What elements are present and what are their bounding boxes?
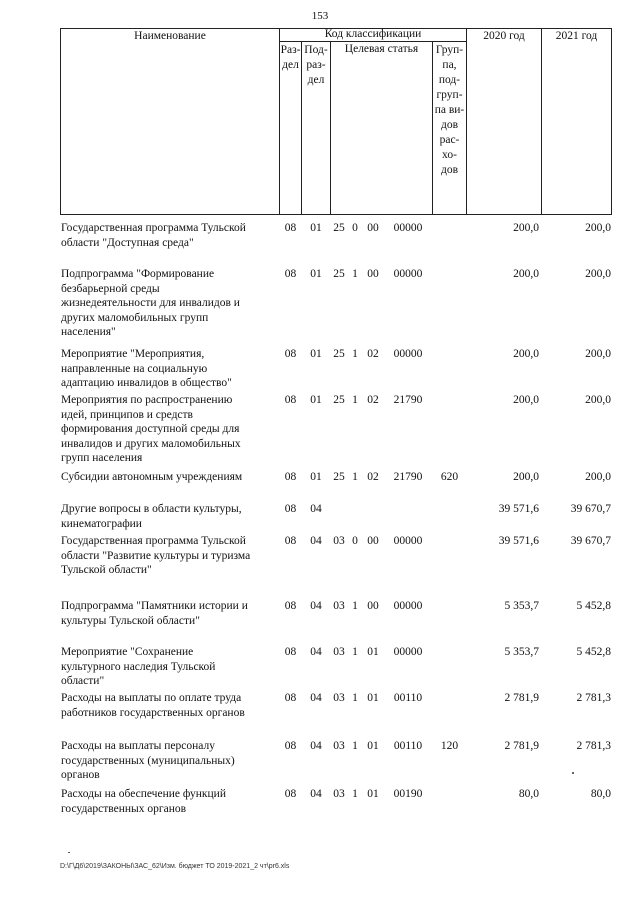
row-name-line: органов: [61, 769, 100, 781]
header-gruppa-line: рас-: [439, 134, 460, 146]
header-gruppa-line: груп-: [436, 89, 463, 101]
row-name: [61, 645, 277, 689]
row-name-line: Расходы на выплаты по оплате труда: [61, 692, 242, 704]
row-name-line: государственных органов: [61, 802, 187, 815]
row-name-line: населения": [61, 326, 116, 338]
header-gruppa-line: под-: [438, 74, 461, 86]
header-razdel-line: дел: [282, 59, 299, 71]
row-name-line: направленные на социальную: [61, 362, 208, 375]
program-code-cell: 03: [333, 740, 345, 752]
subprogram-code-cell: 1: [352, 268, 358, 280]
measure-code-cell: 02: [367, 394, 379, 406]
razdel-cell: 08: [284, 348, 297, 360]
direction-code-cell: 21790: [393, 471, 423, 483]
amount-2020-cell: 200,0: [513, 222, 539, 234]
program-code-cell: 03: [333, 535, 345, 547]
program-code-cell: 25: [333, 268, 345, 280]
amount-2021-cell: 2 781,3: [576, 692, 611, 704]
amount-2021-cell: 200,0: [585, 394, 611, 406]
subprogram-code-cell: 0: [352, 535, 358, 547]
row-name: [61, 502, 277, 531]
row-name-line: культурного наследия Тульской: [61, 660, 216, 673]
header-gruppa-line: дов: [440, 119, 459, 131]
amount-2021-cell: 200,0: [585, 471, 611, 483]
podrazdel-cell: 04: [310, 740, 322, 752]
razdel-cell: 08: [284, 740, 297, 752]
program-code-cell: 25: [333, 471, 345, 483]
row-name-line: Субсидии автономным учреждениям: [61, 471, 243, 483]
direction-code-cell: 00190: [393, 788, 423, 800]
row-name-line: Мероприятие "Мероприятия,: [61, 348, 205, 360]
amount-2021-cell: 39 670,7: [570, 535, 611, 547]
amount-2020-cell: 39 571,6: [498, 503, 539, 515]
measure-code-cell: 01: [367, 646, 379, 658]
amount-2021-cell: 200,0: [585, 222, 611, 234]
measure-code-cell: 00: [367, 268, 379, 280]
podrazdel-cell: 01: [310, 348, 322, 360]
program-code-cell: 03: [333, 646, 345, 658]
amount-2020-cell: 5 353,7: [504, 600, 539, 612]
row-name: [61, 470, 277, 485]
razdel-cell: 08: [284, 222, 297, 234]
measure-code-cell: 01: [367, 692, 379, 704]
row-name-line: государственных (муниципальных): [61, 754, 235, 767]
program-code-cell: 25: [333, 222, 345, 234]
amount-2020-cell: 200,0: [513, 394, 539, 406]
row-name-line: Мероприятие "Сохранение: [61, 646, 194, 658]
header-name: Наименование: [134, 30, 206, 42]
measure-code-cell: 00: [367, 600, 379, 612]
program-code-cell: 03: [333, 692, 345, 704]
row-name: [61, 787, 277, 816]
podrazdel-cell: 01: [310, 471, 322, 483]
subprogram-code-cell: 1: [352, 740, 358, 752]
amount-2021-cell: 80,0: [590, 788, 611, 800]
row-name-line: других маломобильных групп: [61, 311, 209, 324]
subprogram-code-cell: 1: [352, 394, 358, 406]
program-code-cell: 03: [333, 788, 345, 800]
podrazdel-cell: 04: [310, 600, 322, 612]
header-year-2021: 2021 год: [555, 30, 598, 42]
amount-2020-cell: 200,0: [513, 471, 539, 483]
subprogram-code-cell: 0: [352, 222, 358, 234]
row-name-line: работников государственных органов: [61, 706, 245, 719]
amount-2020-cell: 5 353,7: [504, 646, 539, 658]
header-podrazdel: [302, 43, 330, 88]
podrazdel-cell: 04: [310, 646, 322, 658]
measure-code-cell: 00: [367, 222, 379, 234]
subprogram-code-cell: 1: [352, 348, 358, 360]
podrazdel-cell: 01: [310, 268, 322, 280]
row-name: [61, 347, 277, 391]
header-gruppa-line: па ви-: [434, 104, 465, 116]
razdel-cell: 08: [284, 503, 297, 515]
header-razdel: [280, 43, 301, 73]
subprogram-code-cell: 1: [352, 600, 358, 612]
row-name-line: кинематографии: [61, 517, 142, 530]
amount-2020-cell: 39 571,6: [498, 535, 539, 547]
direction-code-cell: 21790: [393, 394, 423, 406]
row-name-line: безбарьерной среды: [61, 282, 160, 295]
podrazdel-cell: 04: [310, 535, 322, 547]
amount-2021-cell: 5 452,8: [576, 646, 611, 658]
row-name-line: области "Доступная среда": [61, 236, 194, 249]
header-podrazdel-line: Под-: [304, 44, 328, 56]
row-name: [61, 739, 277, 783]
measure-code-cell: 00: [367, 535, 379, 547]
measure-code-cell: 01: [367, 740, 379, 752]
podrazdel-cell: 04: [310, 788, 322, 800]
subprogram-code-cell: 1: [352, 471, 358, 483]
row-name: [61, 599, 277, 628]
row-name-line: Мероприятия по распространению: [61, 394, 233, 406]
direction-code-cell: 00000: [393, 646, 423, 658]
razdel-cell: 08: [284, 535, 297, 547]
row-name-line: Государственная программа Тульской: [61, 535, 246, 547]
row-name-line: идей, принципов и средств: [61, 408, 193, 421]
measure-code-cell: 02: [367, 348, 379, 360]
expense-type-cell: 620: [440, 471, 459, 483]
header-gruppa-line: дов: [440, 164, 459, 176]
row-name-line: Государственная программа Тульской: [61, 222, 246, 234]
file-path-footer: D:\Г\Д6\2019\ЗАКОНЫ\ЗАС_62\Изм. бюджет ТО 2019-2021_2 чт\pr6.xls: [60, 863, 290, 870]
header-year-2020: 2020 год: [483, 30, 525, 42]
amount-2020-cell: 200,0: [513, 348, 539, 360]
header-celevaya: Целевая статья: [344, 43, 419, 55]
row-name-line: Другие вопросы в области культуры,: [61, 503, 242, 515]
amount-2020-cell: 80,0: [518, 788, 539, 800]
row-name-line: адаптацию инвалидов в общество": [61, 377, 232, 389]
direction-code-cell: 00000: [393, 535, 423, 547]
row-name-line: групп населения: [61, 452, 143, 464]
row-name-line: Расходы на выплаты персоналу: [61, 740, 215, 752]
razdel-cell: 08: [284, 788, 297, 800]
amount-2021-cell: 200,0: [585, 268, 611, 280]
row-name-line: области "Развитие культуры и туризма: [61, 549, 251, 562]
podrazdel-cell: 04: [310, 503, 322, 515]
row-name-line: жизнедеятельности для инвалидов и: [61, 297, 240, 309]
podrazdel-cell: 01: [310, 394, 322, 406]
measure-code-cell: 02: [367, 471, 379, 483]
direction-code-cell: 00000: [393, 348, 423, 360]
header-gruppa-line: Груп-: [435, 44, 464, 56]
scan-speck: [572, 772, 574, 774]
header-razdel-line: Раз-: [280, 44, 301, 56]
row-name-line: Подпрограмма "Формирование: [61, 268, 215, 280]
expense-type-cell: 120: [440, 740, 459, 752]
scan-speck: [68, 852, 70, 853]
row-name-line: культуры Тульской области": [61, 614, 200, 627]
row-name: [61, 221, 277, 250]
amount-2021-cell: 2 781,3: [576, 740, 611, 752]
page-number: 153: [311, 10, 329, 22]
razdel-cell: 08: [284, 471, 297, 483]
row-name: [61, 691, 277, 720]
subprogram-code-cell: 1: [352, 788, 358, 800]
header-gruppa: [433, 43, 466, 178]
measure-code-cell: 01: [367, 788, 379, 800]
row-name-line: области": [61, 675, 105, 687]
row-name-line: Расходы на обеспечение функций: [61, 788, 226, 800]
header-podrazdel-line: раз-: [306, 59, 326, 71]
podrazdel-cell: 04: [310, 692, 322, 704]
row-name-line: инвалидов и других маломобильных: [61, 437, 241, 450]
amount-2021-cell: 39 670,7: [570, 503, 611, 515]
program-code-cell: 25: [333, 394, 345, 406]
direction-code-cell: 00000: [393, 600, 423, 612]
row-name: [61, 393, 277, 466]
header-code: Код классификации: [324, 28, 422, 40]
row-name-line: формирования доступной среды для: [61, 423, 240, 435]
amount-2021-cell: 5 452,8: [576, 600, 611, 612]
amount-2020-cell: 2 781,9: [504, 740, 539, 752]
row-name-line: Подпрограмма "Памятники истории и: [61, 600, 248, 612]
razdel-cell: 08: [284, 646, 297, 658]
razdel-cell: 08: [284, 268, 297, 280]
direction-code-cell: 00110: [393, 740, 423, 752]
amount-2020-cell: 200,0: [513, 268, 539, 280]
header-gruppa-line: па,: [442, 59, 457, 71]
amount-2020-cell: 2 781,9: [504, 692, 539, 704]
program-code-cell: 25: [333, 348, 345, 360]
row-name: [61, 267, 277, 340]
amount-2021-cell: 200,0: [585, 348, 611, 360]
direction-code-cell: 00110: [393, 692, 423, 704]
subprogram-code-cell: 1: [352, 646, 358, 658]
razdel-cell: 08: [284, 692, 297, 704]
direction-code-cell: 00000: [393, 268, 423, 280]
program-code-cell: 03: [333, 600, 345, 612]
direction-code-cell: 00000: [393, 222, 423, 234]
header-gruppa-line: хо-: [442, 149, 457, 161]
row-name-line: Тульской области": [61, 564, 152, 576]
subprogram-code-cell: 1: [352, 692, 358, 704]
header-podrazdel-line: дел: [307, 74, 325, 86]
razdel-cell: 08: [284, 394, 297, 406]
razdel-cell: 08: [284, 600, 297, 612]
podrazdel-cell: 01: [310, 222, 322, 234]
row-name: [61, 534, 277, 578]
